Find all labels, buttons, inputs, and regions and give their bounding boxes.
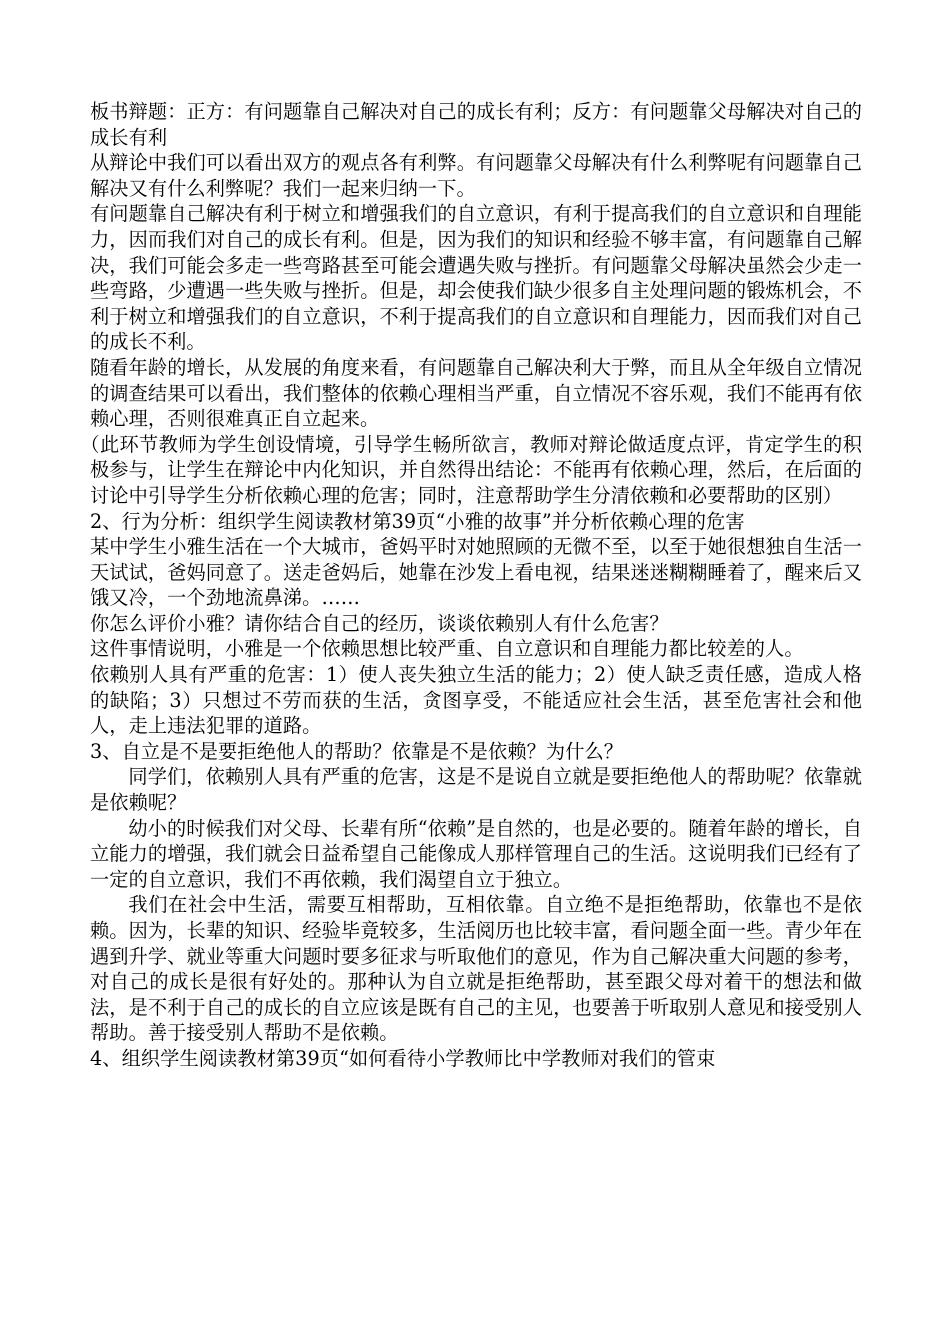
debate-topic-paragraph: 板书辩题：正方：有问题靠自己解决对自己的成长有利；反方：有问题靠父母解决对自己的成长有利: [90, 100, 862, 149]
intro-question-paragraph: 同学们，依赖别人具有严重的危害，这是不是说自立就是要拒绝他人的帮助呢？依靠就是依赖呢？: [90, 765, 862, 815]
section-4-heading: 4、组织学生阅读教材第39页“如何看待小学教师比中学教师对我们的管束: [90, 1046, 716, 1070]
story-conclusion-paragraph: 这件事情说明，小雅是一个依赖思想比较严重、自立意识和自理能力都比较差的人。: [90, 637, 804, 661]
mutual-help-paragraph: 我们在社会中生活，需要互相帮助，互相依靠。自立绝不是拒绝帮助，依靠也不是依赖。因为，长辈的知识、经验毕竟较多，生活阅历也比较丰富，看问题全面一些。青少年在遇到升学、就业等重大问题时要多征求与听取他们的意见，作为自己解决重大问题的参考，对自己的成长是很有好处的。那种认为自立就是拒绝帮助，甚至跟父母对着干的想法和做法，是不利于自己的成长的自立应该是既有自己的主见，也要善于听取别人意见和接受别人帮助。善于接受别人帮助不是依赖。: [90, 893, 862, 1045]
debate-summary-paragraph: 从辩论中我们可以看出双方的观点各有利弊。有问题靠父母解决有什么利弊呢有问题靠自己解决又有什么利弊呢？我们一起来归纳一下。: [90, 151, 862, 200]
dependence-harm-paragraph: 依赖别人具有严重的危害：1）使人丧失独立生活的能力；2）使人缺乏责任感，造成人格的缺陷；3）只想过不劳而获的生活，贪图享受，不能适应社会生活，甚至危害社会和他人，走上违法犯罪的道路。: [90, 663, 862, 738]
childhood-dependence-paragraph: 幼小的时候我们对父母、长辈有所“依赖”是自然的，也是必要的。随着年龄的增长，自立能力的增强，我们就会日益希望自己能像成人那样管理自己的生活。这说明我们已经有了一定的自立意识，我们不再依赖，我们渴望自立于独立。: [90, 816, 862, 891]
teacher-note-paragraph: （此环节教师为学生创设情境，引导学生畅所欲言，教师对辩论做适度点评，肯定学生的积极参与，让学生在辩论中内化知识，并自然得出结论：不能再有依赖心理，然后，在后面的讨论中引导学生分析依赖心理的危害；同时，注意帮助学生分清依赖和必要帮助的区别）: [80, 432, 862, 507]
self-reliance-analysis-paragraph: 有问题靠自己解决有利于树立和增强我们的自立意识，有利于提高我们的自立意识和自理能力，因而我们对自己的成长有利。但是，因为我们的知识和经验不够丰富，有问题靠自己解决，我们可能会多走一些弯路甚至可能会遭遇失败与挫折。有问题靠父母解决虽然会少走一些弯路，少遭遇一些失败与挫折。但是，却会使我们缺少很多自主处理问题的锻炼机会，不利于树立和增强我们的自立意识，不利于提高我们的自立意识和自理能力，因而我们对自己的成长不利。: [90, 202, 862, 354]
document-page: [80, 99, 862, 1072]
section-2-heading: 2、行为分析：组织学生阅读教材第39页“小雅的故事”并分析依赖心理的危害: [90, 509, 745, 533]
section-3-heading: 3、自立是不是要拒绝他人的帮助？依靠是不是依赖？为什么？: [90, 739, 624, 763]
age-growth-paragraph: 随看年龄的增长，从发展的角度来看，有问题靠自己解决利大于弊，而且从全年级自立情况的调查结果可以看出，我们整体的依赖心理相当严重，自立情况不容乐观，我们不能再有依赖心理，否则很难真正自立起来。: [90, 355, 862, 431]
question-paragraph: 你怎么评价小雅？请你结合自己的经历，谈谈依赖别人有什么危害？: [90, 611, 669, 635]
xiaoya-story-paragraph: 某中学生小雅生活在一个大城市，爸妈平时对她照顾的无微不至，以至于她很想独自生活一天试试，爸妈同意了。送走爸妈后，她靠在沙发上看电视，结果迷迷糊糊睡着了，醒来后又饿又冷，一个劲地流鼻涕。……: [90, 535, 862, 610]
